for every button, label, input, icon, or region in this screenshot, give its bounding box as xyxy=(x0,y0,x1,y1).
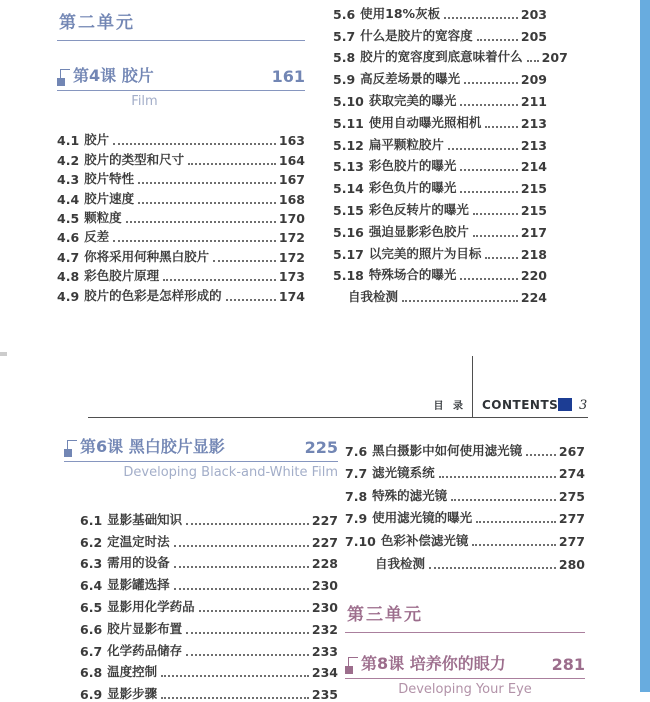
folio-page-number: 3 xyxy=(579,398,588,413)
dot-leader xyxy=(473,235,518,237)
entry-number: 6.4 xyxy=(80,578,103,594)
lesson8-subtitle: Developing Your Eye xyxy=(398,681,532,697)
dot-leader xyxy=(113,143,276,145)
entry-page-number: 209 xyxy=(520,72,547,88)
entry-number: 7.6 xyxy=(345,443,368,459)
entry-title: 胶片 xyxy=(84,132,110,148)
entry-page-number: 218 xyxy=(520,246,547,262)
dot-leader xyxy=(485,126,518,128)
entry-number: 6.5 xyxy=(80,599,103,615)
lesson6-title: 第6课 黑白胶片显影 xyxy=(80,437,225,456)
toc-entry xyxy=(57,207,305,226)
dot-leader xyxy=(464,82,518,84)
unit3-heading: 第三单元 xyxy=(345,598,585,633)
column-bottom-right xyxy=(345,436,585,697)
dot-leader xyxy=(460,278,518,280)
entry-title: 以完美的照片为目标 xyxy=(368,245,482,261)
entry-number: 7.10 xyxy=(345,533,376,549)
entry-number: 6.6 xyxy=(80,621,103,637)
lesson8-page-number: 281 xyxy=(551,654,585,674)
entry-title: 胶片速度 xyxy=(84,190,135,206)
entry-page-number: 235 xyxy=(311,687,338,702)
dot-leader xyxy=(448,148,518,150)
entry-page-number: 205 xyxy=(520,28,547,44)
entry-title: 什么是胶片的宽容度 xyxy=(360,27,473,43)
entry-title: 胶片特性 xyxy=(84,171,135,187)
entry-number: 4.4 xyxy=(57,191,80,207)
entry-page-number: 215 xyxy=(520,202,547,218)
entry-number: 5.11 xyxy=(333,115,364,131)
entry-number: 4.2 xyxy=(57,152,80,168)
lesson4-subtitle: Film xyxy=(131,94,158,109)
toc-entry xyxy=(57,168,305,187)
entry-title: 胶片的类型和尺寸 xyxy=(84,151,185,167)
toc-list-lesson5 xyxy=(333,0,568,306)
entry-number: 6.1 xyxy=(80,512,103,528)
entry-title: 使用自动曝光照相机 xyxy=(368,114,482,130)
toc-entry xyxy=(333,44,568,66)
corner-bracket-icon xyxy=(57,69,70,86)
toc-entry xyxy=(64,528,338,550)
entry-number: 5.16 xyxy=(333,224,364,240)
entry-page-number: 230 xyxy=(311,578,338,594)
entry-number: 5.13 xyxy=(333,159,364,175)
entry-title: 反差 xyxy=(84,229,110,245)
entry-page-number: 213 xyxy=(520,137,547,153)
dot-leader xyxy=(161,675,309,677)
toc-list-lesson7 xyxy=(345,436,585,572)
toc-entry xyxy=(57,245,305,264)
entry-number: 5.6 xyxy=(333,6,356,22)
toc-entry xyxy=(345,504,585,527)
entry-page-number: 213 xyxy=(520,115,547,131)
entry-title: 自我检测 xyxy=(375,555,426,571)
lesson8-block xyxy=(345,651,585,697)
entry-title: 滤光镜系统 xyxy=(372,465,435,481)
lesson4-title: 第4课 胶片 xyxy=(73,66,154,85)
dot-leader xyxy=(476,521,556,523)
toc-entry xyxy=(64,571,338,593)
dot-leader xyxy=(226,299,276,301)
entry-number: 6.3 xyxy=(80,556,103,572)
entry-number: 4.7 xyxy=(57,249,80,265)
dot-leader xyxy=(460,104,518,106)
entry-page-number: 274 xyxy=(558,466,585,482)
lesson6-heading xyxy=(64,434,338,462)
toc-entry xyxy=(333,22,547,44)
entry-page-number: 217 xyxy=(520,224,547,240)
toc-entry xyxy=(57,148,305,167)
navy-square-icon xyxy=(558,398,572,411)
entry-number: 4.5 xyxy=(57,210,80,226)
entry-title: 胶片的宽容度到底意味着什么 xyxy=(360,49,523,65)
unit3-block xyxy=(345,598,585,697)
entry-page-number: 233 xyxy=(311,643,338,659)
lesson4-block xyxy=(57,63,305,109)
entry-number: 5.14 xyxy=(333,181,364,197)
entry-page-number: 277 xyxy=(558,533,585,549)
entry-page-number: 207 xyxy=(541,50,568,66)
entry-number: 5.17 xyxy=(333,246,364,262)
toc-entry xyxy=(333,283,547,305)
toc-list-lesson6 xyxy=(64,506,338,702)
toc-entry xyxy=(57,265,305,284)
entry-page-number: 172 xyxy=(278,249,305,265)
scan-artifact-dash xyxy=(0,352,7,356)
dot-leader xyxy=(138,202,276,204)
entry-title: 化学药品储存 xyxy=(107,642,183,658)
entry-title: 温度控制 xyxy=(107,664,158,680)
column-top-right xyxy=(333,0,568,306)
dot-leader xyxy=(188,163,276,165)
corner-bracket-icon xyxy=(345,657,358,674)
entry-title: 彩色胶片原理 xyxy=(84,268,160,284)
entry-number: 5.15 xyxy=(333,202,364,218)
toc-entry xyxy=(57,187,305,206)
entry-page-number: 280 xyxy=(558,556,585,572)
entry-title: 你将采用何种黑白胶片 xyxy=(84,248,210,264)
toc-label-english: CONTENTS xyxy=(482,398,559,412)
toc-entry xyxy=(57,226,305,245)
toc-entry xyxy=(333,218,547,240)
lesson6-page-number: 225 xyxy=(304,438,338,457)
entry-title: 胶片显影布置 xyxy=(107,620,183,636)
header-vertical-divider xyxy=(472,356,473,417)
entry-title: 定温定时法 xyxy=(107,533,170,549)
dot-leader xyxy=(163,279,276,281)
dot-leader xyxy=(161,697,309,699)
entry-title: 显影基础知识 xyxy=(107,511,183,527)
toc-entry xyxy=(333,131,547,153)
entry-title: 强迫显影彩色胶片 xyxy=(368,223,469,239)
dot-leader xyxy=(472,544,556,546)
toc-entry xyxy=(333,174,547,196)
toc-entry xyxy=(345,481,585,504)
entry-title: 自我检测 xyxy=(348,289,399,305)
entry-page-number: 228 xyxy=(311,556,338,572)
toc-entry xyxy=(333,196,547,218)
dot-leader xyxy=(444,17,518,19)
entry-page-number: 227 xyxy=(311,512,338,528)
entry-page-number: 224 xyxy=(520,290,547,306)
entry-title: 扁平颗粒胶片 xyxy=(368,136,444,152)
dot-leader xyxy=(439,476,556,478)
lesson4-page-number: 161 xyxy=(271,67,305,86)
entry-page-number: 173 xyxy=(278,269,305,285)
entry-number: 6.8 xyxy=(80,665,103,681)
entry-page-number: 174 xyxy=(278,288,305,304)
entry-number: 4.6 xyxy=(57,230,80,246)
toc-entry xyxy=(345,549,585,572)
entry-page-number: 170 xyxy=(278,210,305,226)
entry-title: 特殊场合的曝光 xyxy=(368,267,457,283)
entry-page-number: 167 xyxy=(278,172,305,188)
toc-entry xyxy=(333,65,547,87)
unit2-heading: 第二单元 xyxy=(57,6,305,41)
page-edge-blue-strip xyxy=(640,0,650,692)
entry-page-number: 267 xyxy=(558,443,585,459)
entry-number: 5.18 xyxy=(333,268,364,284)
dot-leader xyxy=(526,454,556,456)
lesson8-heading xyxy=(345,651,585,679)
toc-entry xyxy=(345,459,585,482)
entry-number: 4.3 xyxy=(57,172,80,188)
entry-number: 6.2 xyxy=(80,534,103,550)
dot-leader xyxy=(460,169,518,171)
dot-leader xyxy=(186,523,309,525)
entry-page-number: 163 xyxy=(278,133,305,149)
toc-entry xyxy=(333,240,547,262)
dot-leader xyxy=(174,545,309,547)
toc-entry xyxy=(57,284,305,303)
dot-leader xyxy=(213,260,276,262)
column-bottom-left xyxy=(64,430,338,702)
entry-title: 显影用化学药品 xyxy=(107,598,195,614)
dot-leader xyxy=(199,610,309,612)
entry-number: 7.8 xyxy=(345,488,368,504)
entry-page-number: 230 xyxy=(311,599,338,615)
entry-number: 6.9 xyxy=(80,687,103,702)
entry-page-number: 214 xyxy=(520,159,547,175)
dot-leader xyxy=(485,257,518,259)
entry-title: 彩色负片的曝光 xyxy=(368,180,457,196)
dot-leader xyxy=(460,191,518,193)
contents-page-header xyxy=(88,356,588,418)
toc-entry xyxy=(345,436,585,459)
entry-number: 4.9 xyxy=(57,288,80,304)
entry-page-number: 203 xyxy=(520,6,547,22)
dot-leader xyxy=(186,654,309,656)
lesson4-heading xyxy=(57,63,305,91)
entry-title: 显影罐选择 xyxy=(107,577,170,593)
entry-number: 7.9 xyxy=(345,511,368,527)
entry-title: 使用滤光镜的曝光 xyxy=(372,510,473,526)
dot-leader xyxy=(174,588,309,590)
entry-number: 6.7 xyxy=(80,643,103,659)
toc-entry xyxy=(64,637,338,659)
toc-list-lesson4 xyxy=(57,129,305,304)
dot-leader xyxy=(527,60,539,62)
toc-entry xyxy=(345,526,585,549)
entry-title: 高反差场景的曝光 xyxy=(360,71,461,87)
entry-page-number: 215 xyxy=(520,181,547,197)
lesson8-title: 第8课 培养你的眼力 xyxy=(361,653,506,673)
toc-entry xyxy=(64,680,338,702)
dot-leader xyxy=(138,182,276,184)
toc-entry xyxy=(64,659,338,681)
toc-label-chinese: 目 录 xyxy=(433,401,466,412)
dot-leader xyxy=(186,632,309,634)
lesson6-subtitle: Developing Black-and-White Film xyxy=(123,465,338,480)
dot-leader xyxy=(402,300,518,302)
entry-number: 5.10 xyxy=(333,93,364,109)
entry-number: 4.8 xyxy=(57,269,80,285)
entry-title: 需用的设备 xyxy=(107,555,170,571)
entry-number: 5.9 xyxy=(333,72,356,88)
entry-title: 使用18%灰板 xyxy=(360,5,441,21)
dot-leader xyxy=(429,567,556,569)
entry-title: 彩色胶片的曝光 xyxy=(368,158,457,174)
dot-leader xyxy=(473,213,518,215)
entry-title: 胶片的色彩是怎样形成的 xyxy=(84,287,222,303)
toc-entry xyxy=(57,129,305,148)
corner-bracket-icon xyxy=(64,440,77,457)
entry-page-number: 220 xyxy=(520,268,547,284)
dot-leader xyxy=(477,39,518,41)
dot-leader xyxy=(126,221,276,223)
entry-number: 5.8 xyxy=(333,50,356,66)
lesson6-block xyxy=(64,434,338,480)
toc-entry xyxy=(333,262,547,284)
entry-page-number: 172 xyxy=(278,230,305,246)
column-top-left xyxy=(57,6,305,304)
entry-page-number: 232 xyxy=(311,621,338,637)
entry-number: 5.12 xyxy=(333,137,364,153)
entry-title: 颗粒度 xyxy=(84,209,122,225)
entry-number: 4.1 xyxy=(57,133,80,149)
toc-entry xyxy=(64,615,338,637)
entry-page-number: 211 xyxy=(520,93,547,109)
entry-number: 5.7 xyxy=(333,28,356,44)
entry-page-number: 277 xyxy=(558,511,585,527)
entry-page-number: 275 xyxy=(558,488,585,504)
toc-entry xyxy=(64,593,338,615)
entry-title: 黑白摄影中如何使用滤光镜 xyxy=(372,442,523,458)
entry-page-number: 227 xyxy=(311,534,338,550)
entry-title: 显影步骤 xyxy=(107,686,158,702)
dot-leader xyxy=(174,566,309,568)
toc-entry xyxy=(64,506,338,528)
entry-page-number: 234 xyxy=(311,665,338,681)
entry-title: 彩色反转片的曝光 xyxy=(368,201,469,217)
toc-entry xyxy=(333,87,547,109)
entry-page-number: 168 xyxy=(278,191,305,207)
dot-leader xyxy=(451,499,556,501)
toc-entry xyxy=(333,153,547,175)
toc-entry xyxy=(333,109,547,131)
entry-number: 7.7 xyxy=(345,466,368,482)
entry-page-number: 164 xyxy=(278,152,305,168)
dot-leader xyxy=(113,240,276,242)
entry-title: 色彩补偿滤光镜 xyxy=(380,532,469,548)
entry-title: 获取完美的曝光 xyxy=(368,92,457,108)
toc-entry xyxy=(64,550,338,572)
toc-entry xyxy=(333,0,547,22)
entry-title: 特殊的滤光镜 xyxy=(372,487,448,503)
